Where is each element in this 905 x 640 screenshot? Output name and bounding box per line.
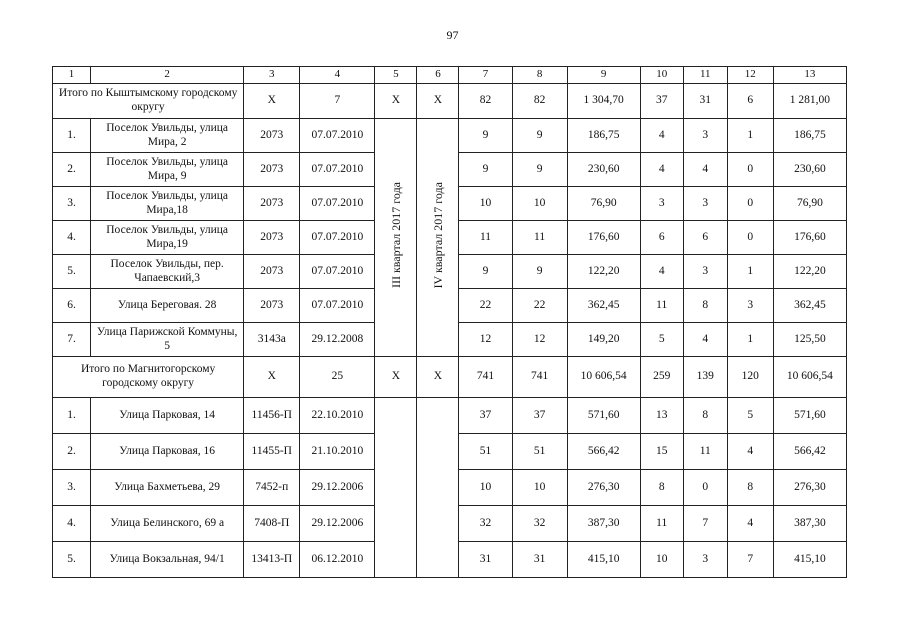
table-cell: 7 <box>300 84 375 119</box>
table-cell: 07.07.2010 <box>300 289 375 323</box>
table-cell: 415,10 <box>773 542 846 578</box>
table-cell: 5 <box>640 323 683 357</box>
period-end-text: IV квартал 2017 года <box>430 181 445 289</box>
table-cell: 0 <box>727 153 773 187</box>
table-cell: 10 <box>640 542 683 578</box>
table-cell: 3 <box>727 289 773 323</box>
period-start-cell <box>375 119 417 357</box>
table-cell: 1 304,70 <box>567 84 640 119</box>
table-cell: 9 <box>459 119 512 153</box>
address-cell: Улица Береговая. 28 <box>91 289 244 323</box>
table-cell: 0 <box>727 221 773 255</box>
total-row-kyshtym <box>53 84 847 119</box>
table-cell: 571,60 <box>773 398 846 434</box>
table-cell: 51 <box>459 434 512 470</box>
row-number: 3. <box>53 187 91 221</box>
table-cell: 1 <box>727 255 773 289</box>
table-cell: 10 606,54 <box>773 357 846 398</box>
table-cell: 82 <box>512 84 567 119</box>
table-cell: X <box>417 357 459 398</box>
row-number: 4. <box>53 506 91 542</box>
table-cell: 0 <box>727 187 773 221</box>
table-cell: 11455-П <box>244 434 300 470</box>
table-cell: 176,60 <box>567 221 640 255</box>
table-row <box>53 398 847 434</box>
column-header: 1 <box>53 67 91 84</box>
address-cell: Поселок Увильды, улица Мира,18 <box>91 187 244 221</box>
table-cell: 741 <box>459 357 512 398</box>
table-cell: 9 <box>512 153 567 187</box>
table-cell: 9 <box>459 153 512 187</box>
table-cell: 76,90 <box>773 187 846 221</box>
period-start-text: III квартал 2017 года <box>388 182 403 289</box>
table-cell: 31 <box>683 84 727 119</box>
table-cell: 176,60 <box>773 221 846 255</box>
table-cell: 06.12.2010 <box>300 542 375 578</box>
table-cell: 15 <box>640 434 683 470</box>
address-cell: Улица Парижской Коммуны, 5 <box>91 323 244 357</box>
address-cell: Поселок Увильды, пер. Чапаевский,3 <box>91 255 244 289</box>
table-cell: 120 <box>727 357 773 398</box>
table-cell: 32 <box>459 506 512 542</box>
table-cell: 6 <box>727 84 773 119</box>
table-cell: 4 <box>727 434 773 470</box>
table-cell: 2073 <box>244 221 300 255</box>
table-cell: 566,42 <box>773 434 846 470</box>
row-number: 1. <box>53 398 91 434</box>
table-cell: 7 <box>683 506 727 542</box>
table-cell: 7408-П <box>244 506 300 542</box>
row-number: 6. <box>53 289 91 323</box>
table-cell: 0 <box>683 470 727 506</box>
table-cell: 9 <box>512 255 567 289</box>
address-cell: Поселок Увильды, улица Мира, 9 <box>91 153 244 187</box>
table-cell: 07.07.2010 <box>300 187 375 221</box>
column-header: 7 <box>459 67 512 84</box>
table-cell: 4 <box>640 119 683 153</box>
period-start-cell-empty <box>375 398 417 578</box>
table-cell: 31 <box>459 542 512 578</box>
table-cell: 149,20 <box>567 323 640 357</box>
address-cell: Поселок Увильды, улица Мира,19 <box>91 221 244 255</box>
address-cell: Улица Вокзальная, 94/1 <box>91 542 244 578</box>
table-cell: 186,75 <box>567 119 640 153</box>
table-cell: 1 <box>727 119 773 153</box>
period-end-cell <box>417 119 459 357</box>
column-header: 11 <box>683 67 727 84</box>
table-cell: 6 <box>640 221 683 255</box>
table-cell: 8 <box>683 398 727 434</box>
table-cell: 12 <box>512 323 567 357</box>
table-cell: X <box>244 84 300 119</box>
table-cell: 25 <box>300 357 375 398</box>
table-cell: 2073 <box>244 187 300 221</box>
table-cell: 186,75 <box>773 119 846 153</box>
table-cell: 230,60 <box>773 153 846 187</box>
table-cell: 07.07.2010 <box>300 153 375 187</box>
table-cell: 12 <box>459 323 512 357</box>
row-number: 2. <box>53 153 91 187</box>
table-cell: 37 <box>512 398 567 434</box>
column-header: 5 <box>375 67 417 84</box>
column-number-row <box>53 67 847 84</box>
table-cell: 21.10.2010 <box>300 434 375 470</box>
table-cell: 07.07.2010 <box>300 255 375 289</box>
table-cell: 7 <box>727 542 773 578</box>
table-cell: 4 <box>640 255 683 289</box>
address-cell: Поселок Увильды, улица Мира, 2 <box>91 119 244 153</box>
table-cell: 566,42 <box>567 434 640 470</box>
table-cell: 387,30 <box>567 506 640 542</box>
table-cell: 362,45 <box>567 289 640 323</box>
table-cell: 22 <box>512 289 567 323</box>
table-cell: 4 <box>640 153 683 187</box>
table-cell: 2073 <box>244 289 300 323</box>
table-cell: 5 <box>727 398 773 434</box>
table-cell: 10 <box>459 470 512 506</box>
table-cell: 8 <box>727 470 773 506</box>
page-number: 97 <box>446 28 459 42</box>
table-cell: 571,60 <box>567 398 640 434</box>
table-cell: 3 <box>683 255 727 289</box>
table-cell: 82 <box>459 84 512 119</box>
column-header: 9 <box>567 67 640 84</box>
row-number: 1. <box>53 119 91 153</box>
table-cell: 10 <box>512 187 567 221</box>
table-cell: 3 <box>683 187 727 221</box>
table-cell: X <box>375 357 417 398</box>
table-cell: 22 <box>459 289 512 323</box>
table-cell: 362,45 <box>773 289 846 323</box>
table-cell: 22.10.2010 <box>300 398 375 434</box>
table-cell: 276,30 <box>773 470 846 506</box>
address-cell: Улица Парковая, 16 <box>91 434 244 470</box>
row-number: 5. <box>53 255 91 289</box>
table-cell: 2073 <box>244 153 300 187</box>
row-number: 4. <box>53 221 91 255</box>
table-cell: 259 <box>640 357 683 398</box>
table-cell: 122,20 <box>773 255 846 289</box>
table-cell: 07.07.2010 <box>300 221 375 255</box>
table-cell: 2073 <box>244 119 300 153</box>
table-cell: 139 <box>683 357 727 398</box>
table-cell: 11 <box>640 289 683 323</box>
table-cell: 29.12.2006 <box>300 506 375 542</box>
table-cell: 3 <box>683 119 727 153</box>
table-cell: 37 <box>640 84 683 119</box>
total-label: Итого по Кыштымскому городскому округу <box>53 84 244 119</box>
column-header: 3 <box>244 67 300 84</box>
table-cell: 3 <box>683 542 727 578</box>
table-cell: 7452-п <box>244 470 300 506</box>
housing-table <box>52 66 847 578</box>
table-cell: 29.12.2006 <box>300 470 375 506</box>
column-header: 12 <box>727 67 773 84</box>
table-cell: 6 <box>683 221 727 255</box>
table-cell: X <box>417 84 459 119</box>
table-cell: 387,30 <box>773 506 846 542</box>
table-cell: 8 <box>683 289 727 323</box>
address-cell: Улица Бахметьева, 29 <box>91 470 244 506</box>
table-cell: 1 281,00 <box>773 84 846 119</box>
address-cell: Улица Белинского, 69 а <box>91 506 244 542</box>
table-cell: 4 <box>727 506 773 542</box>
table-cell: 1 <box>727 323 773 357</box>
table-cell: 10 606,54 <box>567 357 640 398</box>
period-end-cell-empty <box>417 398 459 578</box>
table-cell: 13413-П <box>244 542 300 578</box>
table-cell: 51 <box>512 434 567 470</box>
table-cell: 4 <box>683 323 727 357</box>
table-cell: 230,60 <box>567 153 640 187</box>
table-row <box>53 119 847 153</box>
table-cell: 8 <box>640 470 683 506</box>
column-header: 2 <box>91 67 244 84</box>
row-number: 7. <box>53 323 91 357</box>
table-cell: 13 <box>640 398 683 434</box>
table-cell: 07.07.2010 <box>300 119 375 153</box>
table-cell: 415,10 <box>567 542 640 578</box>
table-cell: 11 <box>512 221 567 255</box>
table-cell: 4 <box>683 153 727 187</box>
total-label: Итого по Магнитогорскому городскому округу <box>53 357 244 398</box>
column-header: 8 <box>512 67 567 84</box>
table-cell: 2073 <box>244 255 300 289</box>
table-cell: 31 <box>512 542 567 578</box>
table-cell: 32 <box>512 506 567 542</box>
table-cell: 76,90 <box>567 187 640 221</box>
table-cell: 29.12.2008 <box>300 323 375 357</box>
column-header: 13 <box>773 67 846 84</box>
column-header: 6 <box>417 67 459 84</box>
table-cell: X <box>244 357 300 398</box>
table-cell: 37 <box>459 398 512 434</box>
table-cell: 11 <box>683 434 727 470</box>
table-cell: 11456-П <box>244 398 300 434</box>
table-cell: 10 <box>512 470 567 506</box>
table-cell: 276,30 <box>567 470 640 506</box>
table-cell: 11 <box>459 221 512 255</box>
table-cell: 125,50 <box>773 323 846 357</box>
table-cell: 3 <box>640 187 683 221</box>
row-number: 3. <box>53 470 91 506</box>
total-row-magnitogorsk <box>53 357 847 398</box>
table-cell: 9 <box>459 255 512 289</box>
table-cell: 9 <box>512 119 567 153</box>
row-number: 2. <box>53 434 91 470</box>
table-cell: 122,20 <box>567 255 640 289</box>
column-header: 10 <box>640 67 683 84</box>
table-cell: 10 <box>459 187 512 221</box>
table-cell: X <box>375 84 417 119</box>
address-cell: Улица Парковая, 14 <box>91 398 244 434</box>
column-header: 4 <box>300 67 375 84</box>
row-number: 5. <box>53 542 91 578</box>
table-cell: 3143а <box>244 323 300 357</box>
table-cell: 11 <box>640 506 683 542</box>
table-cell: 741 <box>512 357 567 398</box>
